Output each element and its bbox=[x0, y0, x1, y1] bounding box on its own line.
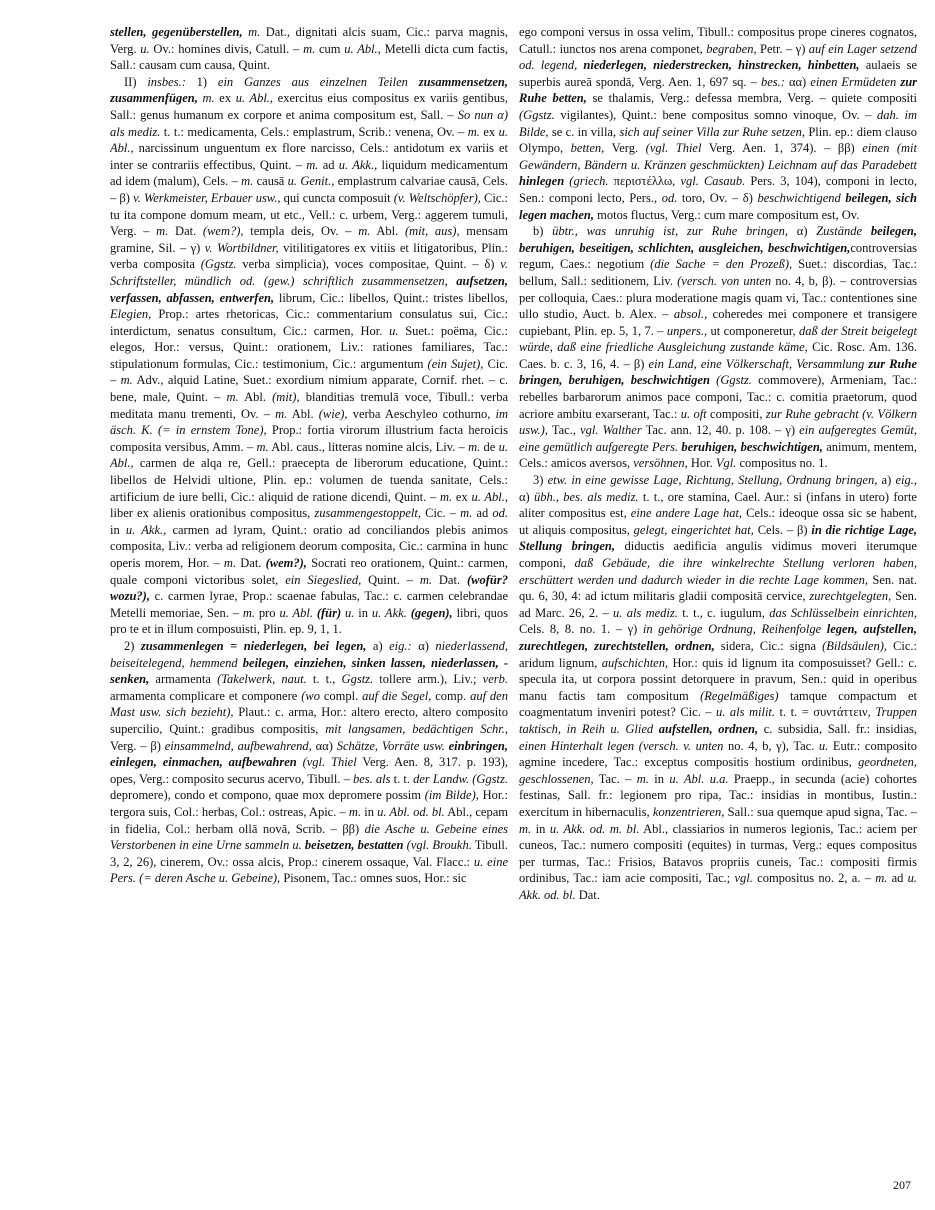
page-number: 207 bbox=[893, 1178, 911, 1192]
dictionary-paragraph: stellen, gegenüberstellen, m. Dat., dignitati alcis suam, Cic.: parva magnis, Verg. u. Ov.: homines divis, Catull. – m. cum u. Abl., Metelli dicta cum factis, Sall.: causam cum causa, Quint. bbox=[110, 25, 508, 73]
dictionary-paragraph: ego componi versus in ossa velim, Tibull.: compositus prope cineres cognatos, Catull.: iunctos nos arena componet, begraben, Petr. – γ) auf ein Lager setzend od. legend, niederlegen, niederstrecken, hinstrecken, hinbetten, aulaeis se superbis aureā spondā, Verg. Aen. 1, 697 sq. – bes.: αα) einen Ermüdeten zur Ruhe betten, se thalamis, Verg.: defessa membra, Verg. – quiete compositi (Ggstz. vigilantes), Quint.: bene compositus somno vinoque, Ov. – dah. im Bilde, se c. in villa, sich auf seiner Villa zur Ruhe setzen, Plin. ep.: diem clauso Olympo, betten, Verg. (vgl. Thiel Verg. Aen. 1, 374). – ββ) einen (mit Gewändern, Bändern u. Kränzen geschmückten) Leichnam auf das Paradebett hinlegen (griech. περιστέλλω, vgl. Casaub. Pers. 3, 104), componi in lecto, Sen.: componi lecto, Pers., od. toro, Ov. – δ) beschwichtigend beilegen, sich legen machen, motos fluctus, Verg.: cum mare compositum est, Ov. bbox=[519, 25, 917, 222]
dictionary-paragraph: 3) etw. in eine gewisse Lage, Richtung, Stellung, Ordnung bringen, a) eig., α) übh., bes. als mediz. t. t., ore stamina, Cael. Aur.: si (infans in utero) forte aliter compositus est, eine andere Lage hat, Cels.: ideoque ossa sic se habent, ut aliquis compositus, gelegt, eingerichtet hat, Cels. – β) in die richtige Lage, Stellung bringen, diductis aedificia angulis vidimus moveri iterumque componi, daß Gebäude, die ihre winkelrechte Stellung verloren haben, erschüttert werden und dadurch wieder in die rechte Lage kommen, Sen. nat. qu. 6, 30, 4: ad ictum militaris gladii compositā cervice, zurechtgelegten, Sen. ad Marc. 26, 2. – u. als mediz. t. t., c. iugulum, das Schlüsselbein einrichten, Cels. 8, 8. no. 1. – γ) in gehörige Ordnung, Reihenfolge legen, aufstellen, zurechtlegen, zurechtstellen, ordnen, sidera, Cic.: signa (Bildsäulen), Cic.: aridum lignum, aufschichten, Hor.: quis id lignum ita composuisset? Gell.: c. specula ita, ut corpora possint detorquere in pravum, Sen.: quid in operibus manu factis tam compositum (Regelmäßiges) tamque compactum et coagmentatum inveniri potest? Cic. – u. als milit. t. t. = συντάττειν, Truppen taktisch, in Reih u. Glied aufstellen, ordnen, c. subsidia, Sall. fr.: insidias, einen Hinterhalt legen (versch. v. unten no. 4, b, γ), Tac. u. Eutr.: composito agmine incedere, Tac.: exceptus compositis hostium ordinibus, geordneten, geschlossenen, Tac. – m. in u. Abl. u.a. Praepp., in secunda (acie) cohortes festinas, Sall. fr.: legionem pro ripa, Tac.: insidias in montibus, Iustin.: exercitum in hibernaculis, konzentrieren, Sall.: sua quemque apud signa, Tac. – m. in u. Akk. od. m. bl. Abl., classiarios in numeros legionis, Tac.: aciem per cuneos, Tac.: numero compositi (equites) in turmas, Verg.: eques compositus per turmas, Tac.: Frisios, Batavos propriis cuneis, Tac.: compositi firmis ordinibus, Tac.: iam acie compositi, Tac.; vgl. compositus no. 2, a. – m. ad u. Akk. od. bl. Dat. bbox=[519, 473, 917, 902]
dictionary-paragraph: II) insbes.: 1) ein Ganzes aus einzelnen Teilen zusammensetzen, zusammenfügen, m. ex u. Abl., exercitus eius compositus ex variis gentibus, Sall.: genus humanum ex corpore et anima compositum est, Sall. – So nun α) als mediz. t. t.: medicamenta, Cels.: emplastrum, Scrib.: venena, Ov. – m. ex u. Abl., narcissinum unguentum ex flore narcisso, Cels.: antidotum ex variis et inter se contrariis effectibus, Quint. – m. ad u. Akk., liquidum medicamentum ad idem (malum), Cels. – m. causā u. Genit., emplastrum calvariae causā, Cels. – β) v. Werkmeister, Erbauer usw., qui cuncta composuit (v. Weltschöpfer), Cic.: tu ita compone domum meam, ut etc., Vell.: c. urbem, Verg.: aggerem tumuli, Verg. – m. Dat. (wem?), templa deis, Ov. – m. Abl. (mit, aus), mensam gramine, Sil. – γ) v. Wortbildner, vitilitigatores ex vitiis et litigatoribus, Plin.: verba composita (Ggstz. verba simplicia), voces compositae, Quint. – δ) v. Schriftsteller, mündlich od. (gew.) schriftlich zusammensetzen, aufsetzen, verfassen, abfassen, entwerfen, librum, Cic.: libellos, Quint.: tristes libellos, Elegien, Prop.: artes rhetoricas, Cic.: commentarium consulatus sui, Cic.: interdictum, senatus consultum, Cic.: carmen, Hor. u. Suet.: poëma, Cic.: elegos, Hor.: versus, Quint.: orationem, Liv.: rationes familiares, Tac.: stipulationum formulas, Cic.: testimonium, Cic.: argumentum (ein Sujet), Cic. – m. Adv., alquid Latine, Suet.: exordium nimium apparate, Cornif. rhet. – c. bene, male, Quint. – m. Abl. (mit), blanditias tremulā voce, Tibull.: verba meditata manu trementi, Ov. – m. Abl. (wie), verba Aeschyleo cothurno, im äsch. K. (= in ernstem Tone), Prop.: fortia virorum illustrium facta heroicis composita versibus, Amm. – m. Abl. caus., litteras nomine alcis, Liv. – m. de u. Abl., carmen de alqa re, Gell.: praecepta de liberorum educatione, Quint.: libellos de Helvidi ultione, Plin. ep.: volumen de tuenda sanitate, Cels.: artificium de iure belli, Cic.: aliquid de ratione dicendi, Quint. – m. ex u. Abl., liber ex alienis orationibus compositus, zusammengestoppelt, Cic. – m. ad od. in u. Akk., carmen ad lyram, Quint.: oratio ad conciliandos plebis animos composita, Liv.: verba ad religionem deorum composita, Cic.: carmina in hunc operis morem, Hor. – m. Dat. (wem?), Socrati reo orationem, Quint.: carmen, quale componi victoribus solet, ein Siegeslied, Quint. – m. Dat. (wofür? wozu?), c. carmen lyrae, Prop.: scaenae fabulas, Tac.: c. carmen celebrandae Metelli memoriae, Sen. – m. pro u. Abl. (für) u. in u. Akk. (gegen), libri, quos pro te et in illum composuisti, Plin. ep. 9, 1, 1. bbox=[110, 74, 508, 637]
left-column bbox=[110, 24, 508, 1174]
dictionary-paragraph: 2) zusammenlegen = niederlegen, bei legen, a) eig.: α) niederlassend, beiseitelegend, hemmend beilegen, einziehen, sinken lassen, niederlassen, -senken, armamenta (Takelwerk, naut. t. t., Ggstz. tollere arm.), Liv.; verb. armamenta complicare et componere (wo compl. auf die Segel, comp. auf den Mast usw. sich bezieht), Plaut.: c. arma, Hor.: altero erecto, altero composito supercilio, Quint.: gradibus compositis, mit langsamen, bedächtigen Schr., Verg. – β) einsammelnd, aufbewahrend, αα) Schätze, Vorräte usw. einbringen, einlegen, einmachen, aufbewahren (vgl. Thiel Verg. Aen. 8, 317. p. 193), opes, Verg.: composito securus acervo, Tibull. – bes. als t. t. der Landw. (Ggstz. depromere), condo et compono, quae mox depromere possim (im Bilde), Hor.: tergora suis, Col.: herbas, Col.: ostreas, Apic. – m. in u. Abl. od. bl. Abl., cepam in fidelia, Col.: herbam ollā novā, Scrib. – ββ) die Asche u. Gebeine eines Verstorbenen in eine Urne sammeln u. beisetzen, bestatten (vgl. Broukh. Tibull. 3, 2, 26), cinerem, Ov.: ossa alcis, Prop.: cinerem ossaque, Val. Flacc.: u. eine Pers. (= deren Asche u. Gebeine), Pisonem, Tac.: omnes suos, Hor.: sic bbox=[110, 638, 508, 886]
right-column bbox=[519, 24, 917, 1174]
dictionary-paragraph: b) übtr., was unruhig ist, zur Ruhe bringen, α) Zustände beilegen, beruhigen, beseitigen, schlichten, ausgleichen, beschwichtigen,controversias regum, Caes.: negotium (die Sache = den Prozeß), Suet.: discordias, Tac.: bellum, Sall.: seditionem, Liv. (versch. von unten no. 4, b, β). – controversias per colloquia, Caes.: plura moderatione magis quam vi, Tac.: contentiones sine ullo studio, Auct. b. Alex. – absol., coheredes mei componere et transigere cupiebant, Plin. ep. 5, 1, 7. – unpers., ut componeretur, daß der Streit beigelegt würde, daß eine friedliche Ausgleichung zustande käme, Cic. Rosc. Am. 136. Caes. b. c. 3, 16, 4. – β) ein Land, eine Völkerschaft, Versammlung zur Ruhe bringen, beruhigen, beschwichtigen (Ggstz. commovere), Armeniam, Tac.: rebelles barbarorum animos pace componi, Tac.: c. comitia praetorum, quod acriore ambitu exarserant, Tac.: u. oft compositi, zur Ruhe gebracht (v. Völkern usw.), Tac., vgl. Walther Tac. ann. 12, 40. p. 108. – γ) ein aufgeregtes Gemüt, eine gemütlich aufgeregte Pers. beruhigen, beschwichtigen, animum, mentem, Cels.: amicos aversos, versöhnen, Hor. Vgl. compositus no. 1. bbox=[519, 224, 917, 471]
